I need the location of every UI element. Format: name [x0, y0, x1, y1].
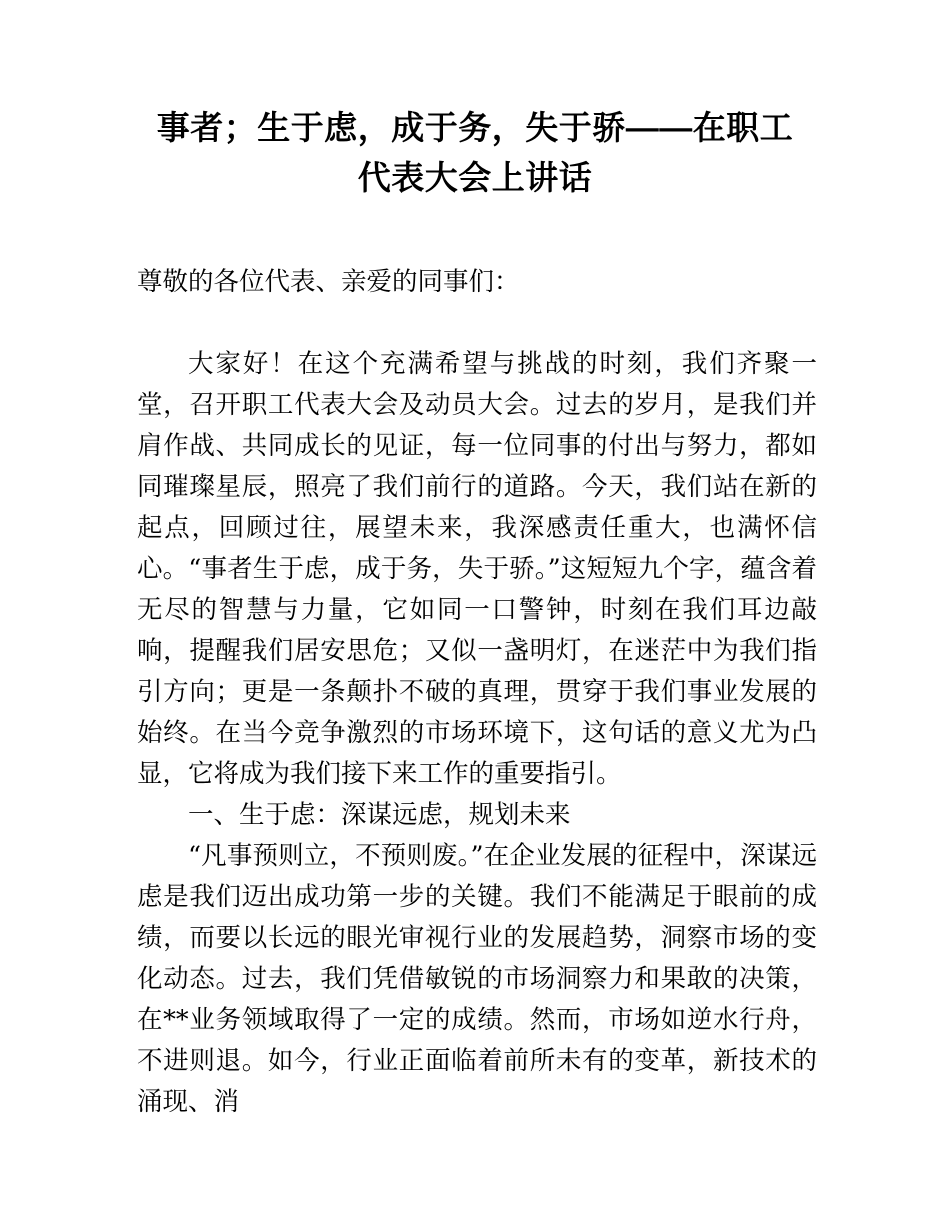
paragraph-gap: [137, 303, 817, 344]
title-line-2: 表大会上讲话: [391, 159, 593, 196]
document-body: [137, 262, 817, 1123]
page-title: [145, 103, 805, 203]
paragraph-opening: 大家好！在这个充满希望与挑战的时刻，我们齐聚一堂，召开职工代表大会及动员大会。过去的岁月，是我们并肩作战、共同成长的见证，每一位同事的付出与努力，都如同璀璨星辰，照亮了我们前行的道路。今天，我们站在新的起点，回顾过往，展望未来，我深感责任重大，也满怀信心。“事者生于虑，成于务，失于骄。”这短短九个字，蕴含着无尽的智慧与力量，它如同一口警钟，时刻在我们耳边敲响，提醒我们居安思危；又似一盏明灯，在迷茫中为我们指引方向；更是一条颠扑不破的真理，贯穿于我们事业发展的始终。在当今竞争激烈的市场环境下，这句话的意义尤为凸显，它将成为我们接下来工作的重要指引。: [137, 349, 817, 789]
title-line-1: 事者；生于虑，成于务，失于骄——在职工代: [156, 109, 794, 196]
paragraph-section-one-body: “凡事预则立，不预则废。”在企业发展的征程中，深谋远虑是我们迈出成功第一步的关键。我们不能满足于眼前的成绩，而要以长远的眼光审视行业的发展趋势，洞察市场的变化动态。过去，我们凭借敏锐的市场洞察力和果敢的决策，在**业务领域取得了一定的成绩。然而，市场如逆水行舟，不进则退。如今，行业正面临着前所未有的变革，新技术的涌现、消: [137, 841, 817, 1117]
section-heading-one: 一、生于虑：深谋远虑，规划未来: [188, 800, 571, 830]
salutation-line: 尊敬的各位代表、亲爱的同事们：: [137, 267, 520, 297]
